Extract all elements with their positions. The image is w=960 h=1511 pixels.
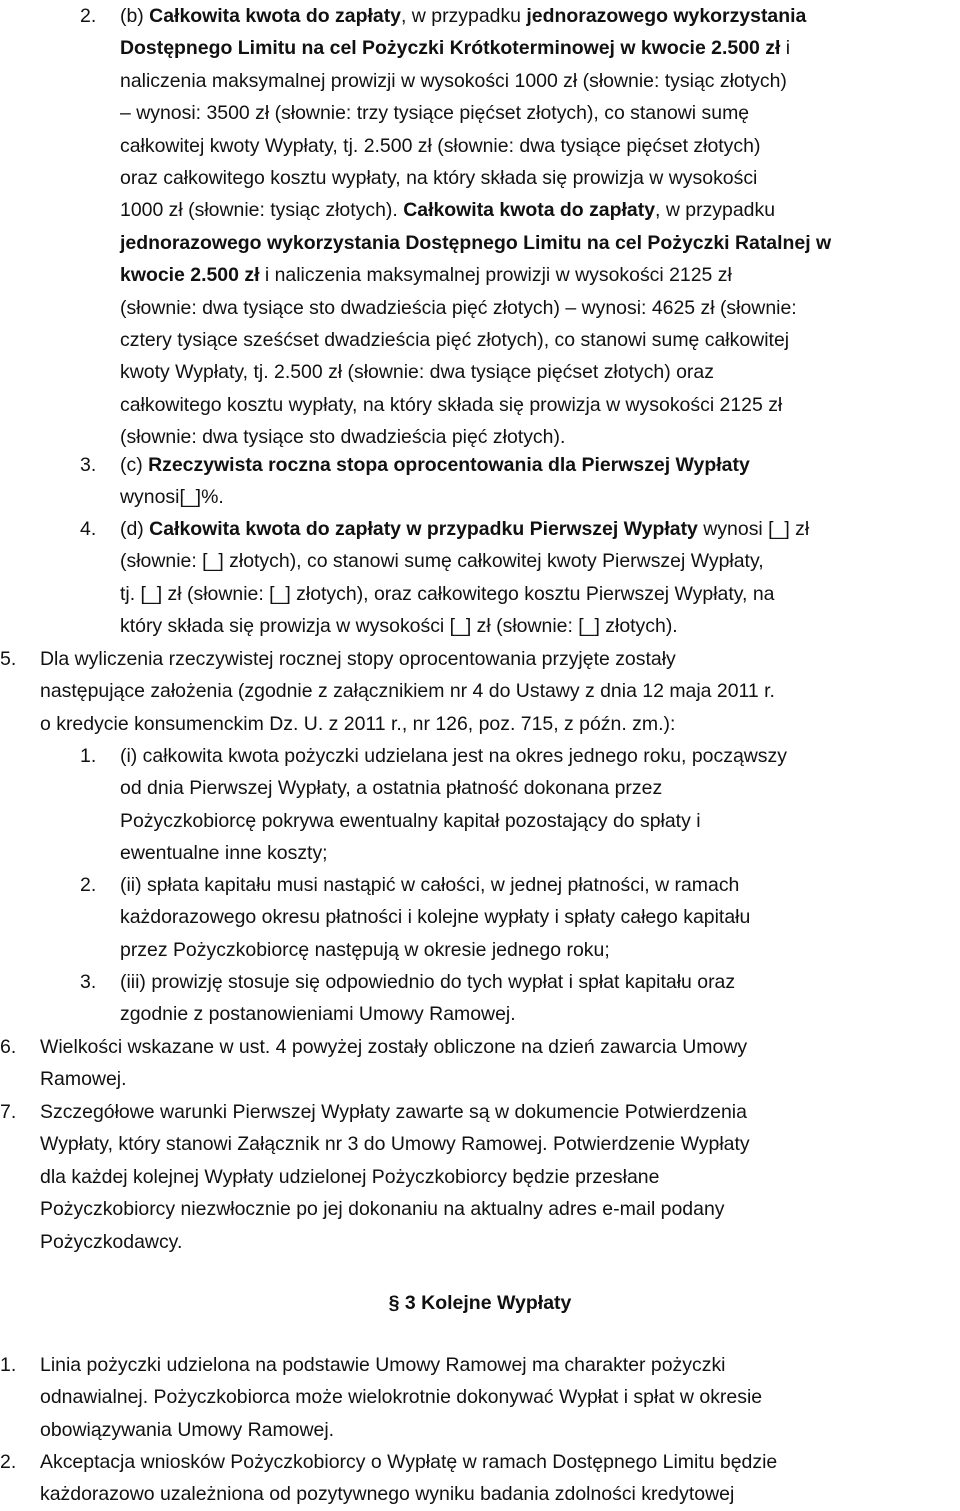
text-line xyxy=(120,356,958,388)
text-line xyxy=(120,32,958,64)
text-line xyxy=(120,966,958,998)
text-line xyxy=(120,324,958,356)
text-run: (i) całkowita kwota pożyczki udzielana jest na okres jednego roku, począwszy xyxy=(120,745,787,767)
bold-text-run: Dostępnego Limitu na cel Pożyczki Krótkoterminowej w kwocie 2.500 zł xyxy=(120,37,781,60)
text-run: Ramowej. xyxy=(40,1068,127,1091)
list-number: 5. xyxy=(0,648,17,670)
text-run: odnawialnej. Pożyczkobiorca może wielokrotnie dokonywać Wypłat i spłat w okresie xyxy=(40,1386,763,1409)
text-run: który składa się prowizja w wysokości [_] zł (słownie: [_] złotych). xyxy=(120,615,678,638)
text-run: następujące założenia (zgodnie z załącznikiem nr 4 do Ustawy z dnia 12 maja 2011 r. xyxy=(40,680,775,703)
bold-text-run: Całkowita kwota do zapłaty xyxy=(403,199,656,222)
text-line xyxy=(120,65,958,97)
text-line xyxy=(120,0,958,32)
text-line xyxy=(40,1096,958,1128)
paragraph-text xyxy=(40,1096,960,1258)
text-run: Linia pożyczki udzielona na podstawie Umowy Ramowej ma charakter pożyczki xyxy=(40,1354,726,1376)
paragraph-text xyxy=(40,1349,960,1446)
section-heading: § 3 Kolejne Wypłaty xyxy=(388,1292,572,1314)
list-number: 3. xyxy=(80,454,97,476)
list-number: 1. xyxy=(0,1354,17,1376)
bold-text-run: jednorazowego wykorzystania Dostępnego Limitu na cel Pożyczki Ratalnej w xyxy=(120,231,832,254)
paragraph-text xyxy=(40,643,960,740)
text-line xyxy=(120,934,958,966)
text-run: (iii) prowizję stosuje się odpowiednio do tych wypłat i spłat kapitału oraz xyxy=(120,971,736,993)
text-run: całkowitej kwoty Wypłaty, tj. 2.500 zł (słownie: dwa tysiące pięćset złotych) xyxy=(120,134,761,157)
text-line xyxy=(120,578,958,610)
list-number: 2. xyxy=(0,1451,17,1473)
text-run: Akceptacja wniosków Pożyczkobiorcy o Wypłatę w ramach Dostępnego Limitu będzie xyxy=(40,1451,778,1473)
text-run: dla każdej kolejnej Wypłaty udzielonej Pożyczkobiorcy będzie przesłane xyxy=(40,1165,660,1188)
text-line xyxy=(120,449,958,481)
text-line xyxy=(40,1381,958,1413)
text-line xyxy=(40,1193,958,1225)
text-run: przez Pożyczkobiorcę następują w okresie jednego roku; xyxy=(120,938,610,961)
text-run: 1000 zł (słownie: tysiąc złotych). xyxy=(120,199,404,222)
text-line xyxy=(120,772,958,804)
text-run: – wynosi: 3500 zł (słownie: trzy tysiące pięćset złotych), co stanowi sumę xyxy=(120,102,750,125)
text-run: zgodnie z postanowieniami Umowy Ramowej. xyxy=(120,1003,516,1026)
text-run: każdorazowego okresu płatności i kolejne wypłaty i spłaty całego kapitału xyxy=(120,906,751,929)
text-line xyxy=(40,1226,958,1258)
text-line xyxy=(40,708,958,740)
text-line xyxy=(120,130,958,162)
paragraph-text xyxy=(120,449,960,514)
paragraph-text xyxy=(120,966,960,1031)
text-run: (d) xyxy=(120,518,150,540)
text-line xyxy=(120,259,958,291)
list-number: 2. xyxy=(80,874,97,896)
text-run: od dnia Pierwszej Wypłaty, a ostatnia płatność dokonana przez xyxy=(120,777,663,800)
text-line xyxy=(120,227,958,259)
paragraph-text xyxy=(40,1446,960,1511)
text-line xyxy=(120,545,958,577)
paragraph-text xyxy=(120,513,960,643)
list-number: 3. xyxy=(80,971,97,993)
text-run: całkowitego kosztu wypłaty, na który składa się prowizja w wysokości 2125 zł xyxy=(120,393,783,416)
text-line xyxy=(40,1414,958,1446)
text-line xyxy=(120,901,958,933)
bold-text-run: Całkowita kwota do zapłaty w przypadku Pierwszej Wypłaty xyxy=(149,518,698,540)
text-line xyxy=(120,998,958,1030)
paragraph-text xyxy=(120,740,960,870)
text-run: , w przypadku xyxy=(401,5,527,27)
text-run: (c) xyxy=(120,454,149,476)
text-line xyxy=(120,837,958,869)
text-run: naliczenia maksymalnej prowizji w wysokości 1000 zł (słownie: tysiąc złotych) xyxy=(120,69,787,92)
text-run: tj. [_] zł (słownie: [_] złotych), oraz całkowitego kosztu Pierwszej Wypłaty, na xyxy=(120,582,775,605)
text-run: Szczegółowe warunki Pierwszej Wypłaty zawarte są w dokumencie Potwierdzenia xyxy=(40,1101,747,1123)
paragraph-text xyxy=(120,0,960,453)
text-run: (słownie: [_] złotych), co stanowi sumę całkowitej kwoty Pierwszej Wypłaty, xyxy=(120,550,764,573)
text-line xyxy=(120,610,958,642)
bold-text-run: jednorazowego wykorzystania xyxy=(526,5,807,27)
text-line xyxy=(120,194,958,226)
text-line xyxy=(40,1349,958,1381)
text-line xyxy=(120,97,958,129)
text-run: i xyxy=(780,37,791,60)
text-line xyxy=(40,1446,958,1478)
text-run: Wypłaty, który stanowi Załącznik nr 3 do Umowy Ramowej. Potwierdzenie Wypłaty xyxy=(40,1133,750,1156)
list-number: 6. xyxy=(0,1036,17,1058)
text-run: obowiązywania Umowy Ramowej. xyxy=(40,1418,335,1441)
text-line xyxy=(120,805,958,837)
text-run: wynosi[_]%. xyxy=(120,486,224,509)
text-line xyxy=(40,1031,958,1063)
list-number: 7. xyxy=(0,1101,17,1123)
bold-text-run: kwocie 2.500 zł xyxy=(120,264,260,287)
bold-text-run: Rzeczywista roczna stopa oprocentowania dla Pierwszej Wypłaty xyxy=(148,454,750,476)
text-line xyxy=(120,292,958,324)
list-number: 2. xyxy=(80,5,97,27)
text-run: ewentualne inne koszty; xyxy=(120,842,328,865)
text-run: Pożyczkobiorcę pokrywa ewentualny kapitał pozostający do spłaty i xyxy=(120,809,701,832)
text-line xyxy=(120,869,958,901)
text-run: cztery tysiące sześćset dwadzieścia pięć złotych), co stanowi sumę całkowitej xyxy=(120,328,790,351)
text-run: i naliczenia maksymalnej prowizji w wysokości 2125 zł xyxy=(259,264,732,287)
text-run: każdorazowo uzależniona od pozytywnego wyniku badania zdolności kredytowej xyxy=(40,1483,735,1506)
text-run: wynosi [_] zł xyxy=(697,518,810,540)
paragraph-text xyxy=(120,869,960,966)
text-line xyxy=(40,675,958,707)
list-number: 4. xyxy=(80,518,97,540)
text-run: Pożyczkobiorcy niezwłocznie po jej dokonaniu na aktualny adres e-mail podany xyxy=(40,1198,725,1221)
text-line xyxy=(120,389,958,421)
text-run: , w przypadku xyxy=(655,199,776,222)
text-line xyxy=(120,740,958,772)
text-run: Wielkości wskazane w ust. 4 powyżej zostały obliczone na dzień zawarcia Umowy xyxy=(40,1036,748,1058)
text-run: oraz całkowitego kosztu wypłaty, na który składa się prowizja w wysokości xyxy=(120,166,758,189)
text-run: Pożyczkodawcy. xyxy=(40,1230,183,1253)
list-number: 1. xyxy=(80,745,97,767)
text-line xyxy=(120,162,958,194)
text-run: (słownie: dwa tysiące sto dwadzieścia pięć złotych) – wynosi: 4625 zł (słownie: xyxy=(120,296,797,319)
text-line xyxy=(40,1063,958,1095)
text-line xyxy=(40,1161,958,1193)
text-run: (ii) spłata kapitału musi nastąpić w całości, w jednej płatności, w ramach xyxy=(120,874,740,896)
text-line xyxy=(40,1478,958,1510)
text-run: Dla wyliczenia rzeczywistej rocznej stopy oprocentowania przyjęte zostały xyxy=(40,648,676,670)
text-run: kwoty Wypłaty, tj. 2.500 zł (słownie: dwa tysiące pięćset złotych) oraz xyxy=(120,361,714,384)
text-run: o kredycie konsumenckim Dz. U. z 2011 r., nr 126, poz. 715, z późn. zm.): xyxy=(40,712,676,735)
text-run: (b) xyxy=(120,5,150,27)
text-line xyxy=(40,1128,958,1160)
text-run: (słownie: dwa tysiące sto dwadzieścia pięć złotych). xyxy=(120,426,566,449)
text-line xyxy=(120,513,958,545)
bold-text-run: Całkowita kwota do zapłaty xyxy=(149,5,402,27)
text-line xyxy=(40,643,958,675)
text-line xyxy=(120,481,958,513)
paragraph-text xyxy=(40,1031,960,1096)
